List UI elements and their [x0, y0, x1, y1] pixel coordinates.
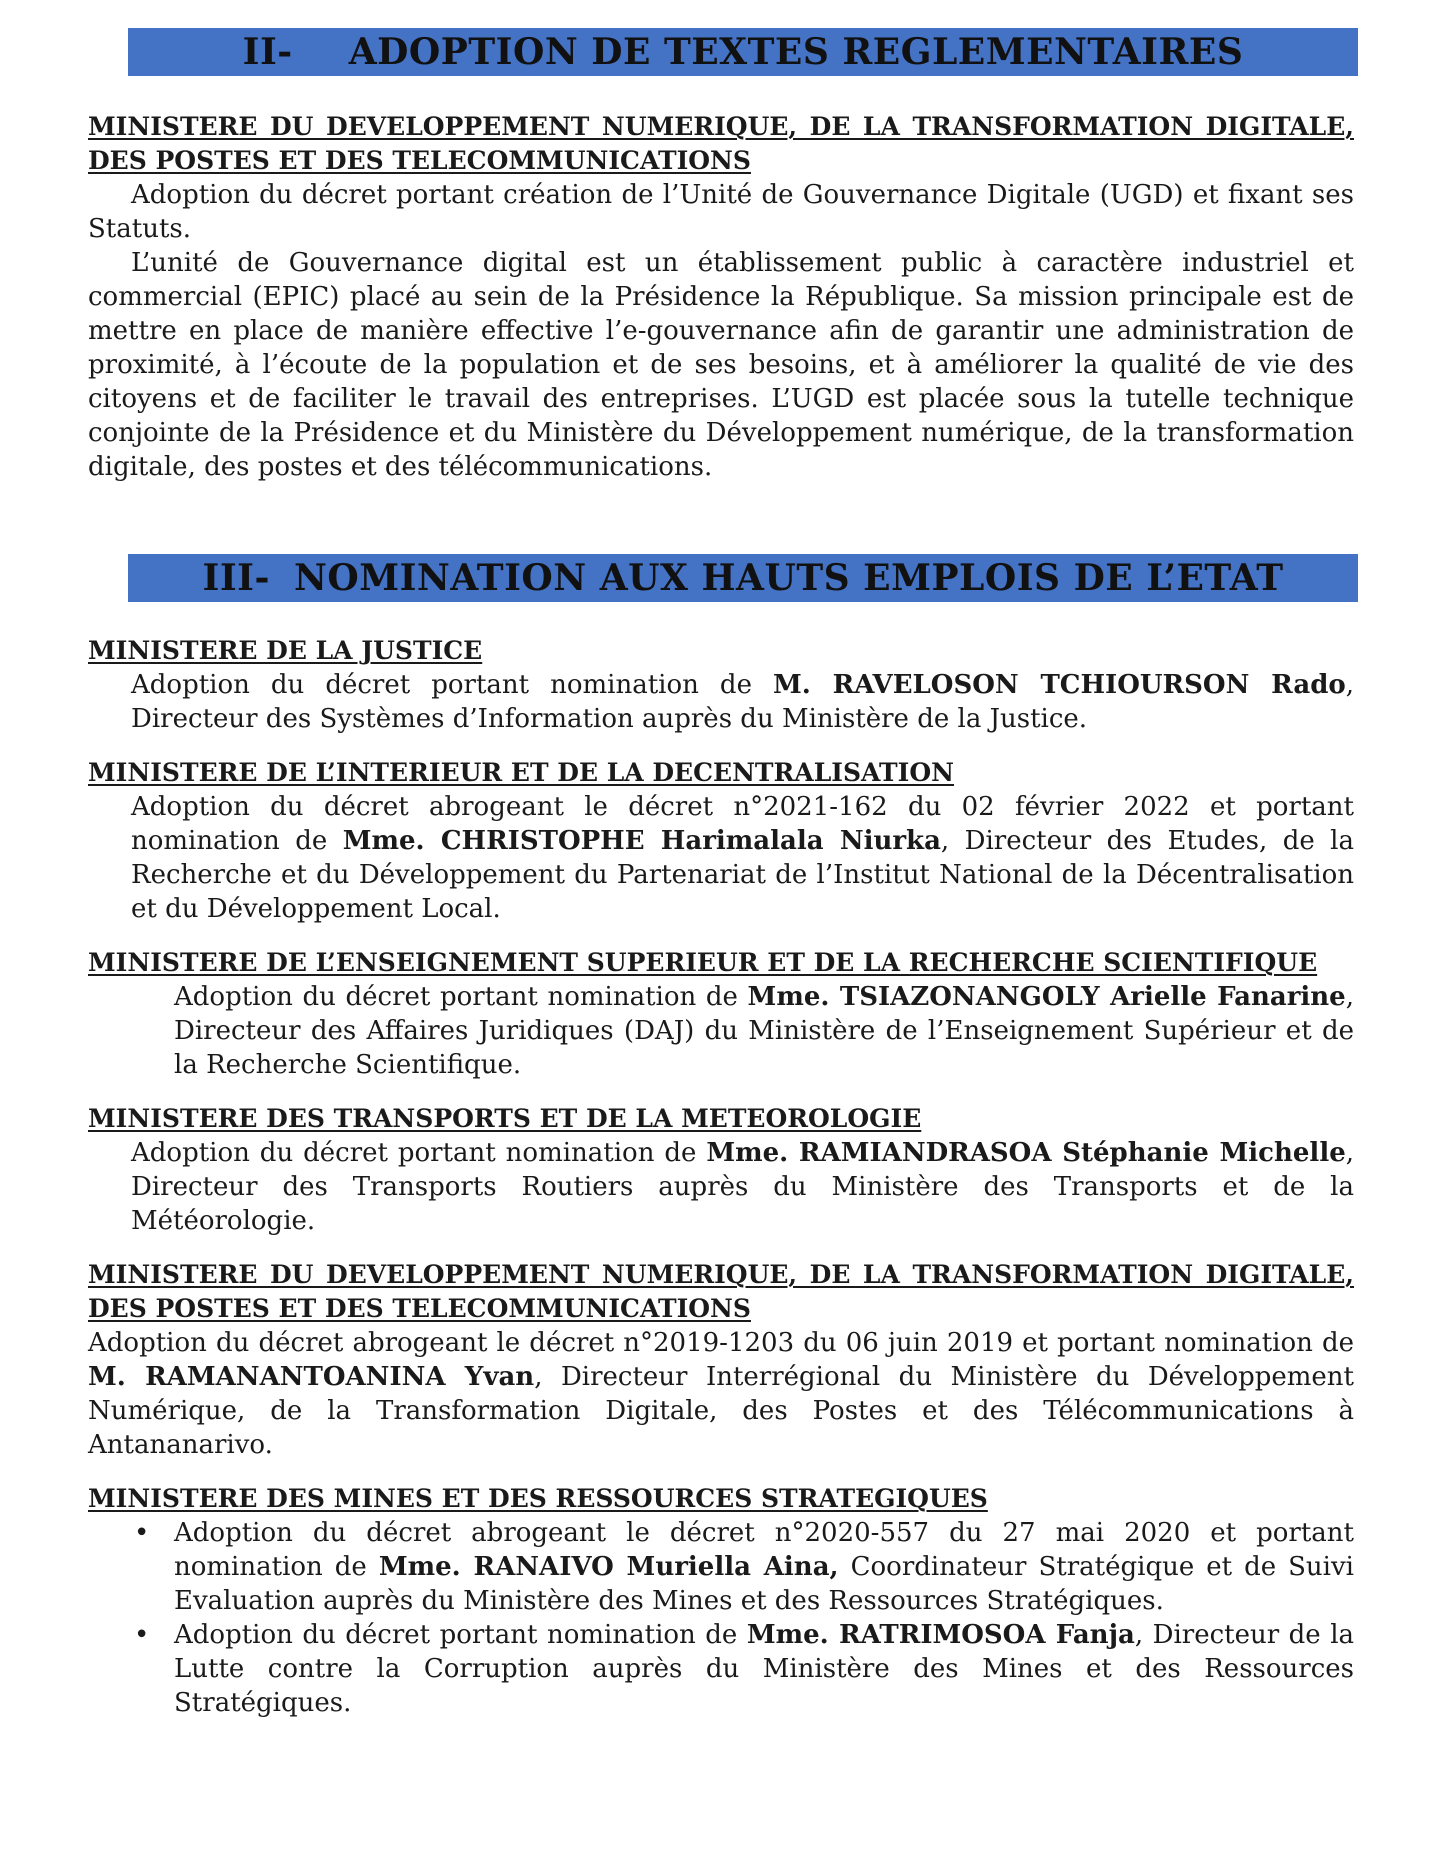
ministry-heading-numerique-2: MINISTERE DU DEVELOPPEMENT NUMERIQUE, DE LA TRANSFORMATION DIGITALE, DES POSTES ET DES TELECOMMUNICATIONS [88, 1260, 1354, 1323]
ministry-heading-justice: MINISTERE DE LA JUSTICE [88, 636, 483, 665]
decree-paragraph: Adoption du décret portant création de l’Unité de Gouvernance Digitale (UGD) et fixant ses Statuts. [88, 180, 1354, 244]
text: Adoption du décret portant nomination de [174, 1620, 747, 1650]
text: Adoption du décret abrogeant le décret n°2020-557 du 27 mai 2020 et portant nomination de [174, 1518, 1354, 1582]
nominee-name: Mme. RATRIMOSOA Fanja [746, 1620, 1135, 1650]
bullet-icon: • [134, 1620, 150, 1650]
text: Adoption du décret portant nomination de [174, 982, 748, 1012]
nomination-paragraph [131, 790, 1354, 926]
section-title: NOMINATION AUX HAUTS EMPLOIS DE L’ETAT [293, 557, 1284, 599]
text: Adoption du décret portant nomination de [131, 1138, 707, 1168]
ministry-heading-mines: MINISTERE DES MINES ET DES RESSOURCES STRATEGIQUES [88, 1484, 988, 1513]
ministry-heading-enseignement: MINISTERE DE L’ENSEIGNEMENT SUPERIEUR ET DE LA RECHERCHE SCIENTIFIQUE [88, 948, 1318, 977]
bullet-icon: • [134, 1518, 150, 1548]
nomination-paragraph [131, 668, 1354, 736]
ministry-heading-transports: MINISTERE DES TRANSPORTS ET DE LA METEOROLOGIE [88, 1104, 922, 1133]
section-number: II- [242, 31, 293, 73]
nominee-name: Mme. TSIAZONANGOLY Arielle Fanarine [747, 982, 1346, 1012]
nominee-name: M. RAMANANTOANINA Yvan [88, 1362, 535, 1392]
nominee-name: M. RAVELOSON TCHIOURSON Rado [772, 670, 1346, 700]
list-item [88, 1516, 1354, 1618]
section-ii-banner [128, 28, 1358, 76]
nominee-name: Mme. CHRISTOPHE Harimalala Niurka [342, 826, 941, 856]
text: Adoption du décret abrogeant le décret n°2019-1203 du 06 juin 2019 et portant nomination de [88, 1328, 1354, 1358]
text: , Directeur Interrégional du Ministère du Développement Numérique, de la Transformation Digitale, des Postes et des Télécommunications à Antananarivo. [88, 1362, 1354, 1460]
list-item [88, 1618, 1354, 1720]
ministry-heading-interieur: MINISTERE DE L’INTERIEUR ET DE LA DECENTRALISATION [88, 758, 954, 787]
text: Adoption du décret abrogeant le décret n°2021-162 du 02 février 2022 et portant nomination de [131, 792, 1354, 856]
section-iii-banner [128, 554, 1358, 602]
text: , Directeur de la Lutte contre la Corruption auprès du Ministère des Mines et des Ressources Stratégiques. [174, 1620, 1355, 1718]
document-content [88, 28, 1354, 1720]
text: Coordinateur Stratégique et de Suivi Evaluation auprès du Ministère des Mines et des Ressources Stratégiques. [174, 1552, 1354, 1616]
text: , Directeur des Systèmes d’Information auprès du Ministère de la Justice. [131, 670, 1354, 734]
nomination-paragraph [174, 980, 1354, 1082]
nominee-name: Mme. RAMIANDRASOA Stéphanie Michelle [706, 1138, 1346, 1168]
nomination-paragraph [88, 1326, 1354, 1462]
nominee-name: Mme. RANAIVO Muriella Aina, [378, 1552, 839, 1582]
text: Adoption du décret portant nomination de [131, 670, 773, 700]
text: , Directeur des Affaires Juridiques (DAJ) du Ministère de l’Enseignement Supérieur et de la Recherche Scientifique. [174, 982, 1354, 1080]
section-number: III- [202, 557, 270, 599]
section-title: ADOPTION DE TEXTES REGLEMENTAIRES [348, 31, 1244, 73]
ugd-description-paragraph: L’unité de Gouvernance digital est un établissement public à caractère industriel et commercial (EPIC) placé au sein de la Présidence la République. Sa mission principale est de mettre en place de manière effective l’e-gouvernance afin de garantir une administration de proximité, à l’écoute de la population et de ses besoins, et à améliorer la qualité de vie des citoyens et de faciliter le travail des entreprises. L’UGD est placée sous la tutelle technique conjointe de la Présidence et du Ministère du Développement numérique, de la transformation digitale, des postes et des télécommunications. [88, 248, 1354, 482]
nomination-paragraph [131, 1136, 1354, 1238]
text: , Directeur des Etudes, de la Recherche et du Développement du Partenariat de l’Institut National de la Décentralisation et du Développement Local. [131, 826, 1354, 924]
text: , Directeur des Transports Routiers auprès du Ministère des Transports et de la Météorologie. [131, 1138, 1354, 1236]
ministry-heading-numerique-1: MINISTERE DU DEVELOPPEMENT NUMERIQUE, DE LA TRANSFORMATION DIGITALE, DES POSTES ET DES TELECOMMUNICATIONS [88, 112, 1354, 175]
mines-nomination-list [88, 1516, 1354, 1720]
